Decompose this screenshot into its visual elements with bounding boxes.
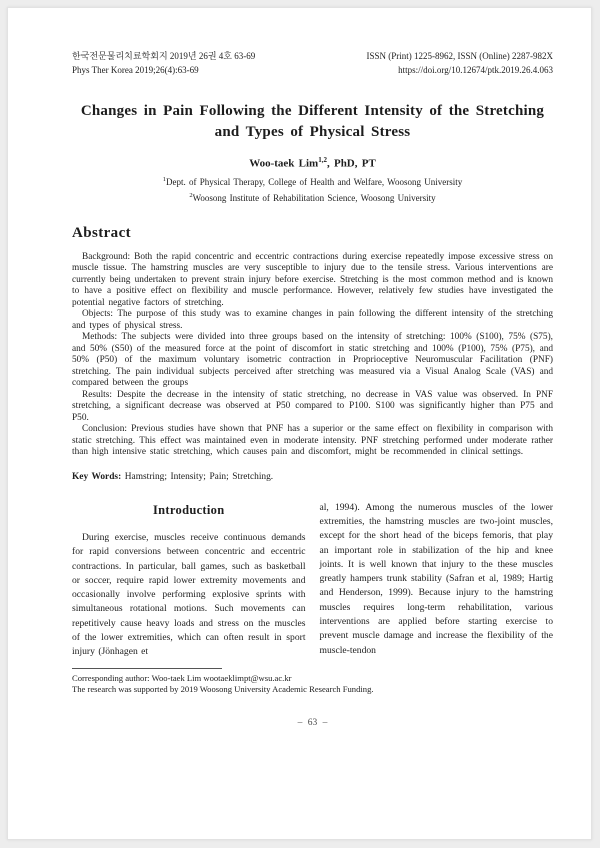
abstract-body	[72, 252, 553, 459]
keywords-label: Key Words:	[72, 471, 122, 482]
journal-header-right	[367, 50, 554, 77]
author-name: Woo-taek Lim	[249, 157, 319, 170]
introduction-left-column	[72, 501, 306, 660]
abstract-heading: Abstract	[72, 224, 132, 241]
author-degrees: , PhD, PT	[326, 157, 376, 170]
abstract-paragraph-results: Results: Despite the decrease in the intensity of static stretching, no decrease in VAS value was observed. In PNF stretching, a significant decrease was observed at P50 compared to P100. S100 was significantly higher than P75 and P50.	[72, 389, 553, 423]
introduction-left-text: During exercise, muscles receive continuous demands for rapid conversions between concentric and eccentric contractions. In particular, ball games, such as basketball or soccer, require rapid lower extremity movements and occasionally involve performing explosive sprints with simultaneous rotational motions. Such movements can repetitively cause heavy loads and stress on the muscles of the lower extremities, which can often result in sport injury (Jönhagen et	[72, 531, 306, 658]
introduction-right-column	[320, 501, 554, 660]
affiliation-1-superscript: 1	[162, 175, 167, 183]
affiliation-2-text: Woosong Institute of Rehabilitation Science, Woosong University	[192, 192, 436, 203]
keywords-line	[72, 472, 553, 482]
keywords-text: Hamstring; Intensity; Pain; Stretching.	[121, 471, 274, 482]
affiliation-2	[72, 189, 553, 205]
page-number: – 63 –	[297, 717, 328, 728]
abstract-paragraph-background: Background: Both the rapid concentric and eccentric contractions during exercise repeatedly impose excessive stress on muscle tissue. The hamstring muscles are very susceptible to injury due to the tensile stress. Various interventions are currently being undertaken to prevent strain injury before exercise. Stretching is the most common method and is known to have a positive effect on flexibility and muscle performance. However, relatively few studies have investigated the potential negative factors of stretching.	[72, 251, 553, 308]
introduction-section	[72, 501, 553, 660]
affiliations	[72, 173, 553, 205]
abstract-paragraph-objects: Objects: The purpose of this study was to examine changes in pain following the different intensity of the stretching and types of physical stress.	[72, 309, 553, 331]
affiliation-1-text: Dept. of Physical Therapy, College of Health and Welfare, Woosong University	[166, 176, 463, 187]
doi-line: https://doi.org/10.12674/ptk.2019.26.4.063	[398, 64, 553, 75]
affiliation-1	[72, 173, 553, 189]
corresponding-author-line: Corresponding author: Woo-taek Lim wootaeklimpt@wsu.ac.kr	[72, 672, 292, 683]
journal-header	[72, 50, 553, 77]
journal-name-korean: 한국전문물리치료학회지 2019년 26권 4호 63-69	[72, 51, 256, 61]
abstract-paragraph-conclusion: Conclusion: Previous studies have shown that PNF has a superior or the same effect on flexibility in comparison with static stretching. This effect was maintained even in moderate intensity. PNF stretching performed under moderate rather than high intensive static stretching, which causes pain and discomfort, might be recommended in clinical settings.	[72, 424, 553, 458]
paper-page	[7, 7, 592, 840]
footnote	[72, 668, 553, 696]
journal-citation: Phys Ther Korea 2019;26(4):63-69	[72, 64, 199, 75]
affiliation-2-superscript: 2	[189, 191, 193, 199]
article-title: Changes in Pain Following the Different Intensity of the Stretching and Types of Physical Stress	[80, 103, 545, 140]
introduction-right-text: al, 1994). Among the numerous muscles of the lower extremities, the hamstring muscles are two-joint muscles, except for the short head of the biceps femoris, that play an important role in stabilization of the hip and knee joints. It is well known that injury to the these muscles greatly hampers trunk stability (Safran et al, 1989; Hartig and Henderson, 1999). Because injury to the hamstring muscles requires long-term rehabilitation, various interventions are applied before starting exercise to prevent muscle damage and increase the flexibility of the muscle-tendon	[319, 501, 553, 656]
introduction-heading: Introduction	[153, 502, 225, 517]
funding-line: The research was supported by 2019 Woosong University Academic Research Funding.	[72, 684, 374, 695]
journal-header-left	[72, 50, 255, 77]
author-affiliation-superscript: 1,2	[318, 156, 327, 164]
footnote-rule	[72, 668, 222, 669]
author-line	[72, 156, 553, 170]
issn-line: ISSN (Print) 1225-8962, ISSN (Online) 2287-982X	[366, 51, 553, 61]
abstract-paragraph-methods: Methods: The subjects were divided into three groups based on the intensity of stretching: 100% (S100), 75% (S75), and 50% (S50) of the measured force at the point of discomfort in static stretching and 100% (P100), 75% (P75), and 50% (P50) of the maximum voluntary isometric contraction in Proprioceptive Neuromuscular Facilitation (PNF) stretching. The pain individual subjects perceived after stretching was measured via a Visual Analog Scale (VAS) and compared between the groups	[72, 332, 553, 389]
